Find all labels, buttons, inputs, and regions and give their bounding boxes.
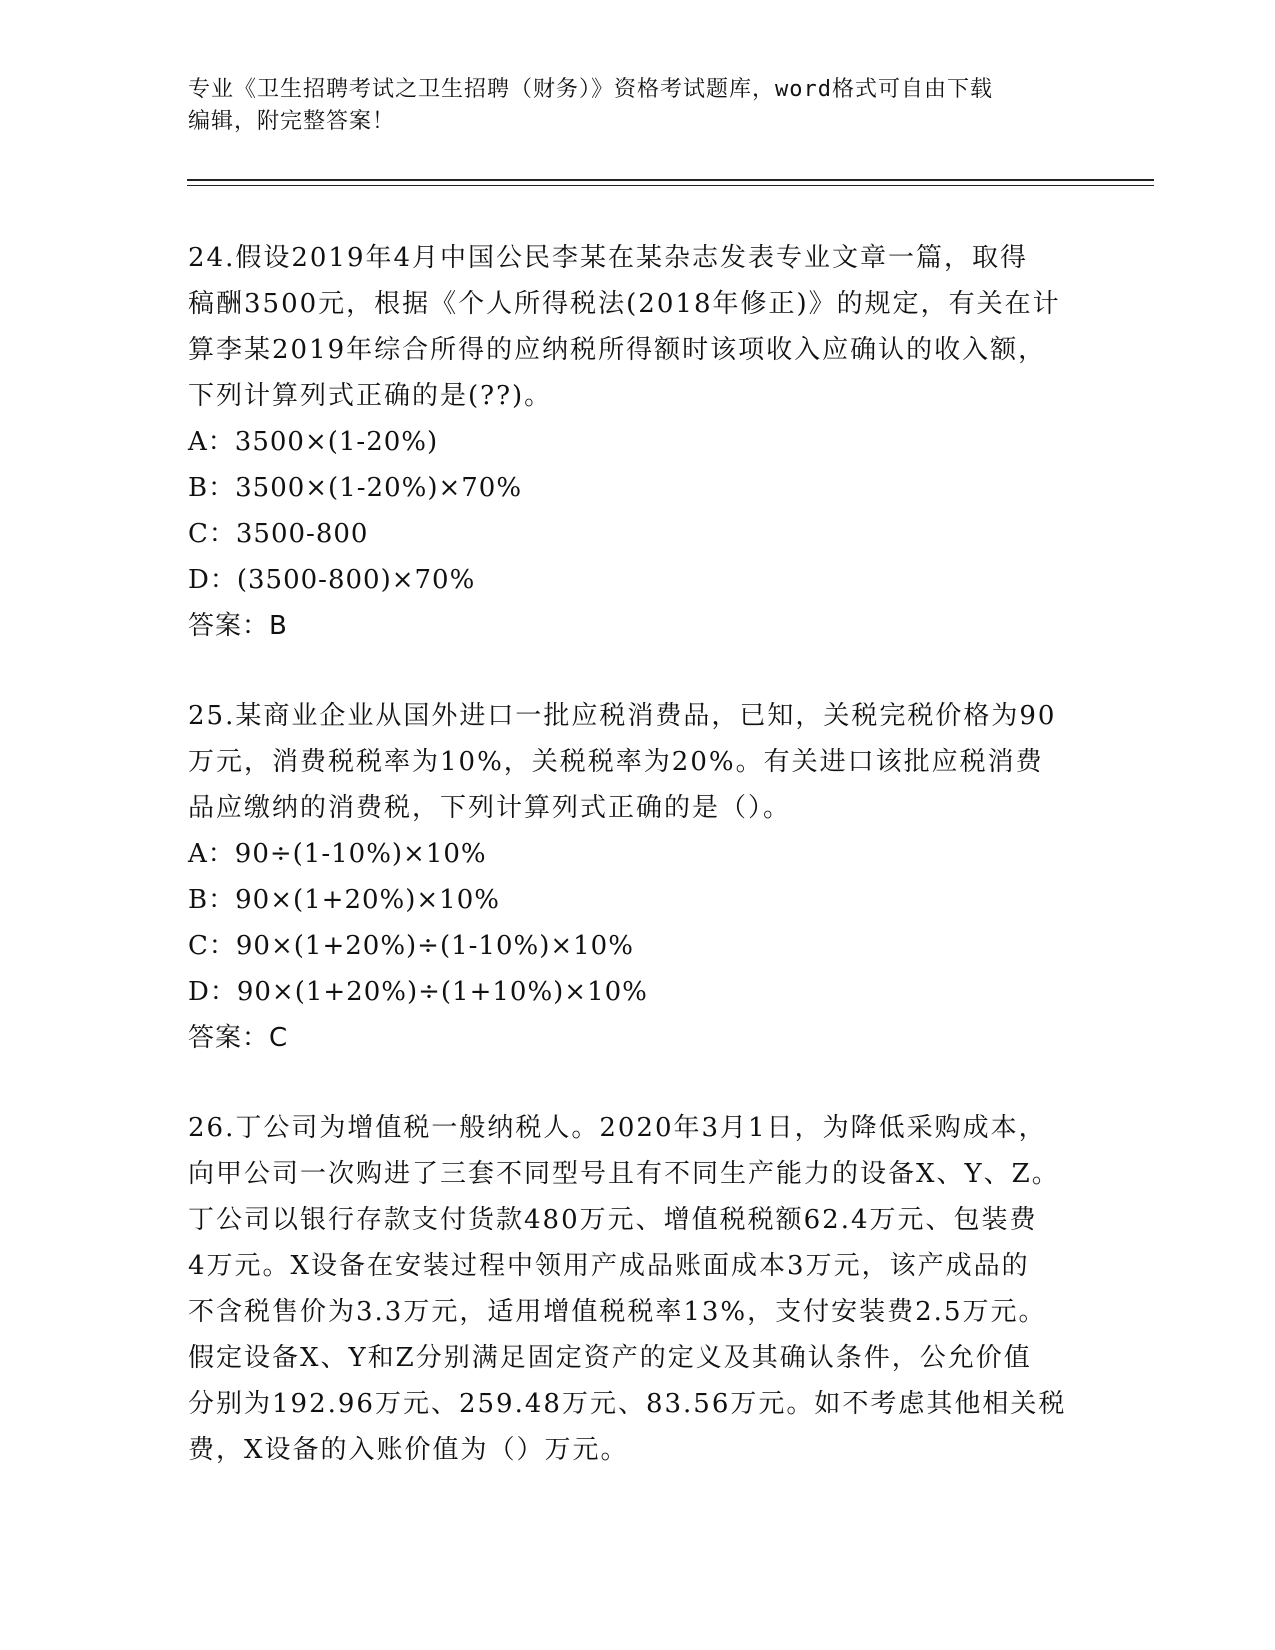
question-text-line: 分别为192.96万元、259.48万元、83.56万元。如不考虑其他相关税 [188, 1389, 1067, 1419]
option-a: A：3500×(1-20%) [188, 427, 439, 457]
question-text-line: 假定设备X、Y和Z分别满足固定资产的定义及其确认条件，公允价值 [188, 1343, 1032, 1373]
question-26 [188, 1105, 1088, 1473]
question-text-line: 费，X设备的入账价值为（）万元。 [188, 1435, 629, 1465]
option-c: C：3500-800 [188, 519, 369, 549]
question-25 [188, 693, 1088, 1061]
question-text-line: 4万元。X设备在安装过程中领用产成品账面成本3万元，该产成品的 [188, 1251, 1030, 1281]
option-b: B：90×(1+20%)×10% [188, 885, 500, 915]
header-divider-thin [187, 185, 1154, 186]
question-24 [188, 235, 1088, 649]
option-d: D：90×(1+20%)÷(1+10%)×10% [188, 977, 648, 1007]
page-header [188, 74, 1088, 138]
question-text-line: 算李某2019年综合所得的应纳税所得额时该项收入应确认的收入额， [188, 335, 1047, 365]
question-text-line: 下列计算列式正确的是(??)。 [188, 381, 553, 411]
option-a: A：90÷(1-10%)×10% [188, 839, 487, 869]
header-divider-thick [187, 179, 1154, 181]
answer-label: 答案：C [188, 1023, 289, 1053]
question-text-line: 不含税售价为3.3万元，适用增值税税率13%，支付安装费2.5万元。 [188, 1297, 1047, 1327]
option-c: C：90×(1+20%)÷(1-10%)×10% [188, 931, 634, 961]
question-list [188, 235, 1088, 1473]
header-line: 编辑，附完整答案！ [188, 109, 396, 134]
answer-label: 答案：B [188, 611, 288, 641]
question-text-line: 25.某商业企业从国外进口一批应税消费品，已知，关税完税价格为90 [188, 701, 1057, 731]
question-spacer [188, 1061, 1088, 1105]
question-text-line: 24.假设2019年4月中国公民李某在某杂志发表专业文章一篇，取得 [188, 243, 1029, 273]
question-text-line: 品应缴纳的消费税，下列计算列式正确的是（）。 [188, 793, 792, 823]
option-b: B：3500×(1-20%)×70% [188, 473, 523, 503]
question-spacer [188, 649, 1088, 693]
option-d: D：(3500-800)×70% [188, 565, 476, 595]
question-text-line: 稿酬3500元，根据《个人所得税法(2018年修正)》的规定，有关在计 [188, 289, 1061, 319]
question-text-line: 向甲公司一次购进了三套不同型号且有不同生产能力的设备X、Y、Z。 [188, 1159, 1060, 1189]
question-text-line: 万元，消费税税率为10%，关税税率为20%。有关进口该批应税消费 [188, 747, 1044, 777]
question-text-line: 26.丁公司为增值税一般纳税人。2020年3月1日，为降低采购成本， [188, 1113, 1047, 1143]
question-text-line: 丁公司以银行存款支付货款480万元、增值税税额62.4万元、包装费 [188, 1205, 1038, 1235]
header-line: 专业《卫生招聘考试之卫生招聘（财务）》资格考试题库，word格式可自由下载 [188, 77, 993, 102]
